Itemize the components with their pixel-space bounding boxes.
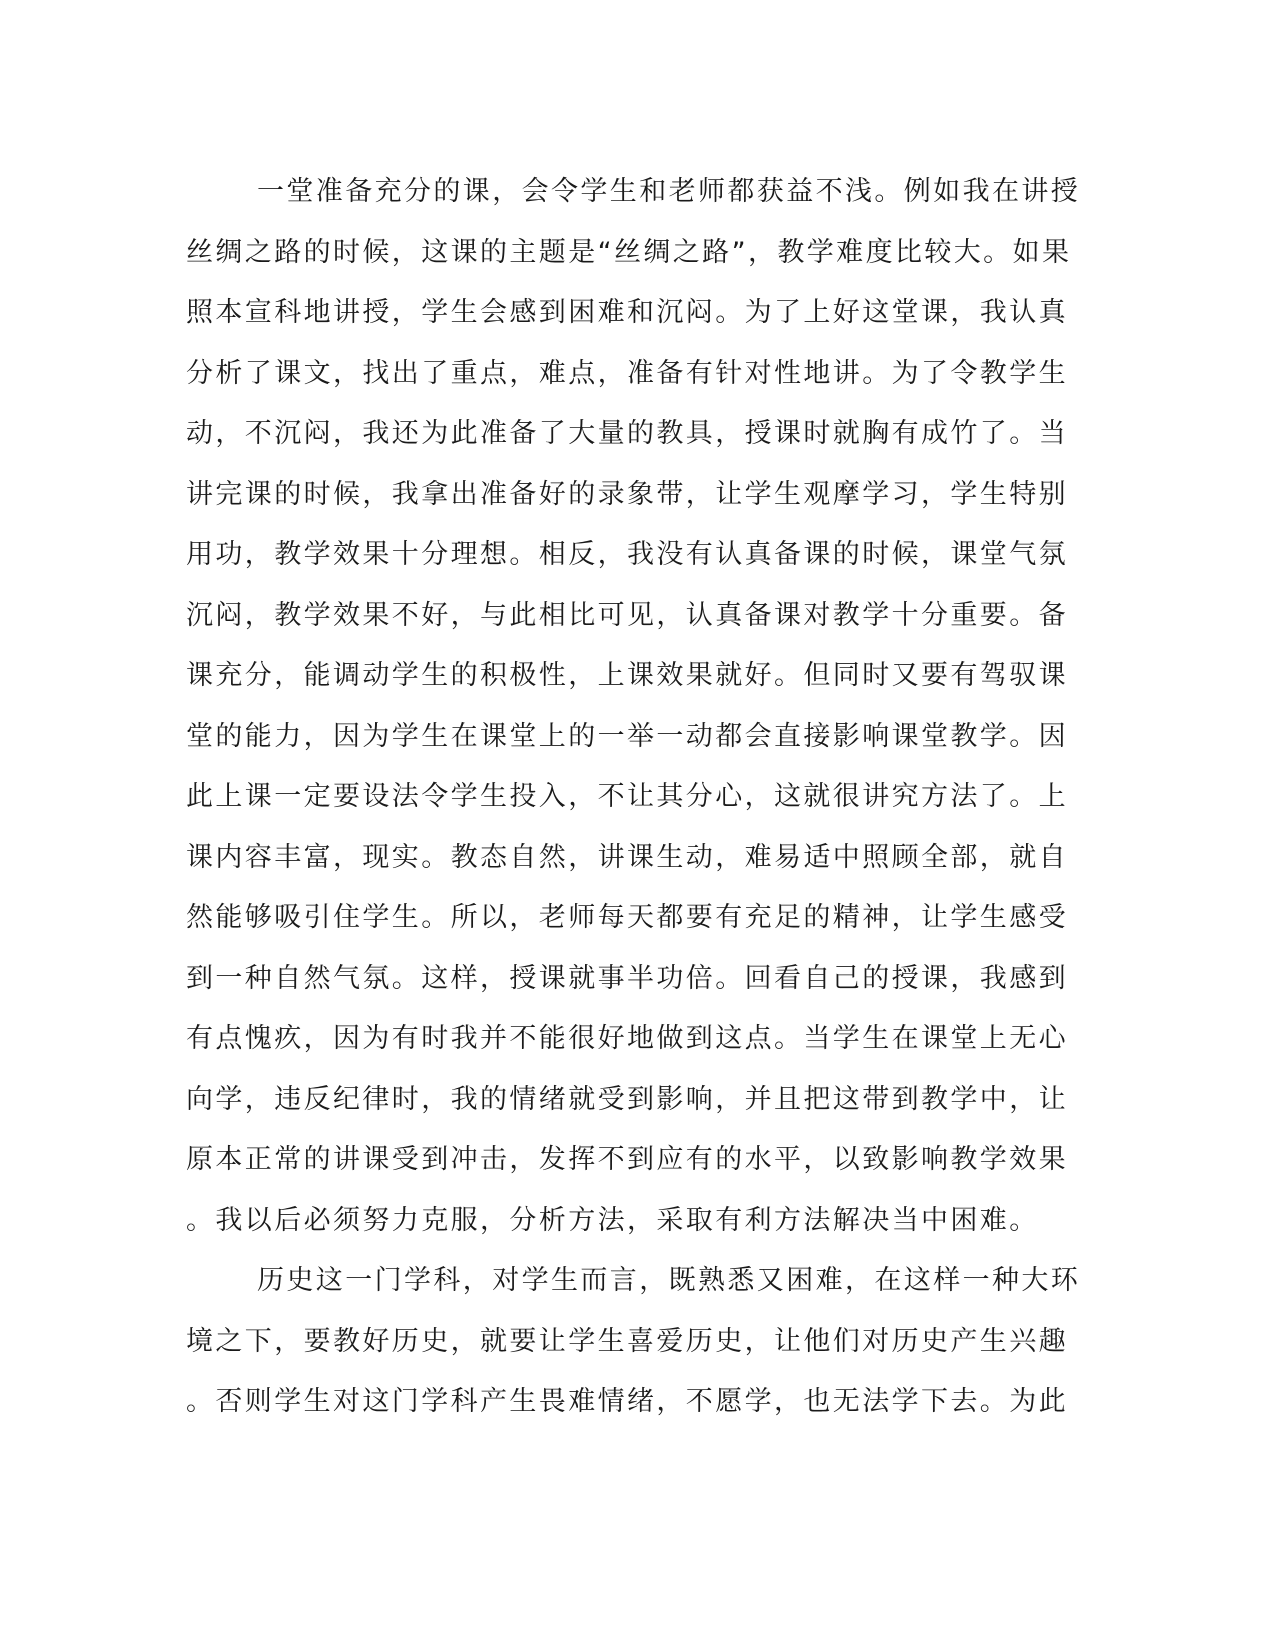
text-line: 照本宣科地讲授，学生会感到困难和沉闷。为了上好这堂课，我认真 xyxy=(186,297,1068,328)
text-line: 堂的能力，因为学生在课堂上的一举一动都会直接影响课堂教学。因 xyxy=(186,720,1068,752)
text-line: 课内容丰富，现实。教态自然，讲课生动，难易适中照顾全部，就自 xyxy=(186,841,1068,873)
text-line: 到一种自然气氛。这样，授课就事半功倍。回看自己的授课，我感到 xyxy=(186,962,1068,994)
text-line: 原本正常的讲课受到冲击，发挥不到应有的水平，以致影响教学效果 xyxy=(186,1144,1068,1175)
text-line: 讲完课的时候，我拿出准备好的录象带，让学生观摩学习，学生特别 xyxy=(186,478,1068,510)
text-line: 用功，教学效果十分理想。相反，我没有认真备课的时候，课堂气氛 xyxy=(186,539,1068,570)
document-body xyxy=(186,162,1081,1433)
text-line: 此上课一定要设法令学生投入，不让其分心，这就很讲究方法了。上 xyxy=(186,781,1068,812)
text-line: 历史这一门学科，对学生而言，既熟悉又困难，在这样一种大环 xyxy=(257,1265,1081,1296)
text-line: 一堂准备充分的课，会令学生和老师都获益不浅。例如我在讲授 xyxy=(257,176,1081,207)
text-line: 有点愧疚，因为有时我并不能很好地做到这点。当学生在课堂上无心 xyxy=(186,1023,1068,1054)
text-line: 动，不沉闷，我还为此准备了大量的教具，授课时就胸有成竹了。当 xyxy=(186,418,1068,449)
text-line: 。否则学生对这门学科产生畏难情绪，不愿学，也无法学下去。为此 xyxy=(186,1386,1068,1417)
text-line: 向学，违反纪律时，我的情绪就受到影响，并且把这带到教学中，让 xyxy=(186,1083,1068,1115)
text-line: 境之下，要教好历史，就要让学生喜爱历史，让他们对历史产生兴趣 xyxy=(186,1325,1068,1357)
text-line: 分析了课文，找出了重点，难点，准备有针对性地讲。为了令教学生 xyxy=(186,357,1068,389)
text-line: 然能够吸引住学生。所以，老师每天都要有充足的精神，让学生感受 xyxy=(186,902,1068,933)
paragraph xyxy=(186,162,1081,1251)
text-line: 。我以后必须努力克服，分析方法，采取有利方法解决当中困难。 xyxy=(186,1204,1039,1236)
text-line: 课充分，能调动学生的积极性，上课效果就好。但同时又要有驾驭课 xyxy=(186,660,1068,691)
text-line: 丝绸之路的时候，这课的主题是“丝绸之路”，教学难度比较大。如果 xyxy=(186,236,1072,268)
paragraph xyxy=(186,1251,1081,1433)
text-line: 沉闷，教学效果不好，与此相比可见，认真备课对教学十分重要。备 xyxy=(186,599,1068,631)
